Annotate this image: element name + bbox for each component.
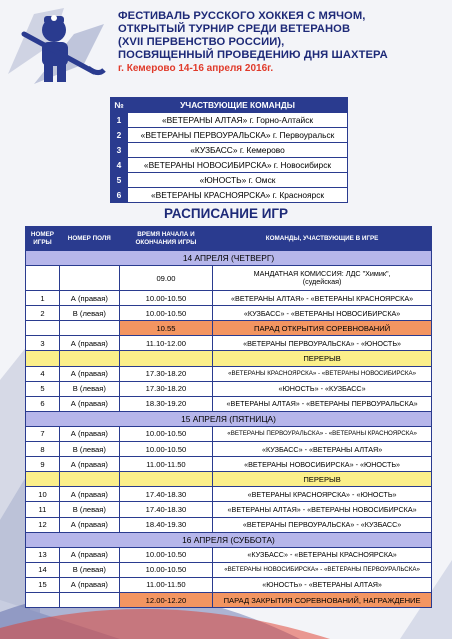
game-teams: «КУЗБАСС» - «ВЕТЕРАНЫ НОВОСИБИРСКА»: [213, 306, 432, 321]
game-number: 10: [26, 487, 60, 502]
game-time: 18.40-19.30: [119, 517, 212, 532]
game-row: [26, 457, 432, 472]
field-number: А (правая): [59, 366, 119, 381]
schedule-header-row: [26, 227, 432, 251]
field-number: А (правая): [59, 396, 119, 411]
field-number: А (правая): [59, 291, 119, 306]
game-teams: «ЮНОСТЬ» - «КУЗБАСС»: [213, 381, 432, 396]
field-number: А (правая): [59, 487, 119, 502]
game-time: 11.00-11.50: [119, 577, 212, 592]
teams-name-header: УЧАСТВУЮЩИЕ КОМАНДЫ: [128, 98, 348, 113]
break-label: ПЕРЕРЫВ: [213, 472, 432, 487]
team-row: [111, 188, 348, 203]
game-teams: «ВЕТЕРАНЫ КРАСНОЯРСКА» - «ВЕТЕРАНЫ НОВОСИБИРСКА»: [213, 366, 432, 381]
game-time: 10.00-10.50: [119, 291, 212, 306]
break-label: ПЕРЕРЫВ: [213, 351, 432, 366]
game-number: 9: [26, 457, 60, 472]
day-row: [26, 532, 432, 547]
teams-header: КОМАНДЫ, УЧАСТВУЮЩИЕ В ИГРЕ: [213, 227, 432, 251]
time-header: ВРЕМЯ НАЧАЛА И ОКОНЧАНИЯ ИГРЫ: [119, 227, 212, 251]
game-number: 3: [26, 336, 60, 351]
day-label: 14 АПРЕЛЯ (ЧЕТВЕРГ): [26, 251, 432, 266]
game-teams: «ВЕТЕРАНЫ КРАСНОЯРСКА» - «ЮНОСТЬ»: [213, 487, 432, 502]
game-number: 11: [26, 502, 60, 517]
game-teams: «ВЕТЕРАНЫ ПЕРВОУРАЛЬСКА» - «ВЕТЕРАНЫ КРАСНОЯРСКА»: [213, 426, 432, 441]
closing-time: 12.00-12.20: [119, 592, 212, 607]
team-name: «ЮНОСТЬ» г. Омск: [128, 173, 348, 188]
game-teams: «КУЗБАСС» - «ВЕТЕРАНЫ АЛТАЯ»: [213, 442, 432, 457]
game-teams: «ВЕТЕРАНЫ ПЕРВОУРАЛЬСКА» - «КУЗБАСС»: [213, 517, 432, 532]
team-row: [111, 173, 348, 188]
team-number: 1: [111, 113, 128, 128]
game-teams: «ВЕТЕРАНЫ НОВОСИБИРСКА» - «ВЕТЕРАНЫ ПЕРВОУРАЛЬСКА»: [213, 562, 432, 577]
game-time: 17.40-18.30: [119, 502, 212, 517]
game-row: [26, 487, 432, 502]
field-number-header: НОМЕР ПОЛЯ: [59, 227, 119, 251]
game-number: 4: [26, 366, 60, 381]
event-location-date: г. Кемерово 14-16 апреля 2016г.: [118, 63, 274, 74]
team-number: 6: [111, 188, 128, 203]
game-number: 2: [26, 306, 60, 321]
commission-line-2: (судейская): [302, 277, 342, 287]
game-teams: «ЮНОСТЬ» - «ВЕТЕРАНЫ АЛТАЯ»: [213, 577, 432, 592]
game-row: [26, 396, 432, 411]
game-time: 11.00-11.50: [119, 457, 212, 472]
game-row: [26, 547, 432, 562]
title-block: [118, 10, 448, 74]
opening-label: ПАРАД ОТКРЫТИЯ СОРЕВНОВАНИЙ: [213, 321, 432, 336]
game-row: [26, 502, 432, 517]
game-row: [26, 426, 432, 441]
game-row: [26, 442, 432, 457]
team-row: [111, 158, 348, 173]
game-number: 7: [26, 426, 60, 441]
game-number: 12: [26, 517, 60, 532]
game-number: 8: [26, 442, 60, 457]
field-number: А (правая): [59, 577, 119, 592]
game-row: [26, 577, 432, 592]
game-row: [26, 381, 432, 396]
team-name: «ВЕТЕРАНЫ АЛТАЯ» г. Горно-Алтайск: [128, 113, 348, 128]
day-label: 15 АПРЕЛЯ (ПЯТНИЦА): [26, 411, 432, 426]
field-number: А (правая): [59, 547, 119, 562]
game-row: [26, 336, 432, 351]
team-number: 4: [111, 158, 128, 173]
game-time: 18.30-19.20: [119, 396, 212, 411]
teams-table: [110, 97, 348, 203]
field-number: В (левая): [59, 442, 119, 457]
game-number: 1: [26, 291, 60, 306]
team-name: «ВЕТЕРАНЫ ПЕРВОУРАЛЬСКА» г. Первоуральск: [128, 128, 348, 143]
game-teams: «КУЗБАСС» - «ВЕТЕРАНЫ КРАСНОЯРСКА»: [213, 547, 432, 562]
game-number-header: НОМЕР ИГРЫ: [26, 227, 60, 251]
game-time: 10.00-10.50: [119, 547, 212, 562]
game-teams: «ВЕТЕРАНЫ АЛТАЯ» - «ВЕТЕРАНЫ КРАСНОЯРСКА»: [213, 291, 432, 306]
commission-cell: [213, 266, 432, 291]
field-number: А (правая): [59, 336, 119, 351]
closing-parade-row: [26, 592, 432, 607]
game-time: 17.30-18.20: [119, 366, 212, 381]
title-line-4: ПОСВЯЩЕННЫЙ ПРОВЕДЕНИЮ ДНЯ ШАХТЕРА: [118, 49, 388, 61]
commission-time: 09.00: [119, 266, 212, 291]
game-number: 13: [26, 547, 60, 562]
game-number: 5: [26, 381, 60, 396]
field-number: В (левая): [59, 502, 119, 517]
schedule-table: [25, 226, 432, 608]
team-number: 2: [111, 128, 128, 143]
opening-parade-row: [26, 321, 432, 336]
team-row: [111, 128, 348, 143]
game-row: [26, 562, 432, 577]
game-row: [26, 366, 432, 381]
field-number: А (правая): [59, 517, 119, 532]
game-teams: «ВЕТЕРАНЫ ПЕРВОУРАЛЬСКА» - «ЮНОСТЬ»: [213, 336, 432, 351]
game-row: [26, 517, 432, 532]
break-row: [26, 472, 432, 487]
game-time: 10.00-10.50: [119, 306, 212, 321]
game-time: 17.40-18.30: [119, 487, 212, 502]
game-number: 15: [26, 577, 60, 592]
game-time: 10.00-10.50: [119, 442, 212, 457]
teams-num-header: №: [111, 98, 128, 113]
game-teams: «ВЕТЕРАНЫ АЛТАЯ» - «ВЕТЕРАНЫ НОВОСИБИРСКА»: [213, 502, 432, 517]
game-number: 14: [26, 562, 60, 577]
team-name: «КУЗБАСС» г. Кемерово: [128, 143, 348, 158]
game-teams: «ВЕТЕРАНЫ АЛТАЯ» - «ВЕТЕРАНЫ ПЕРВОУРАЛЬСКА»: [213, 396, 432, 411]
closing-label: ПАРАД ЗАКРЫТИЯ СОРЕВНОВАНИЙ, НАГРАЖДЕНИЕ: [213, 592, 432, 607]
teams-header-row: [111, 98, 348, 113]
field-number: А (правая): [59, 457, 119, 472]
game-time: 10.00-10.50: [119, 562, 212, 577]
commission-row: [26, 266, 432, 291]
day-row: [26, 411, 432, 426]
team-name: «ВЕТЕРАНЫ КРАСНОЯРСКА» г. Красноярск: [128, 188, 348, 203]
game-teams: «ВЕТЕРАНЫ НОВОСИБИРСКА» - «ЮНОСТЬ»: [213, 457, 432, 472]
game-time: 11.10-12.00: [119, 336, 212, 351]
day-label: 16 АПРЕЛЯ (СУББОТА): [26, 532, 432, 547]
team-row: [111, 113, 348, 128]
schedule-title: РАСПИСАНИЕ ИГР: [163, 206, 289, 221]
opening-time: 10.55: [119, 321, 212, 336]
game-time: 17.30-18.20: [119, 381, 212, 396]
game-row: [26, 306, 432, 321]
field-number: А (правая): [59, 426, 119, 441]
commission-line-1: МАНДАТНАЯ КОМИССИЯ: ЛДС "Химик",: [253, 269, 391, 279]
break-row: [26, 351, 432, 366]
field-number: В (левая): [59, 381, 119, 396]
day-row: [26, 251, 432, 266]
header: [0, 0, 452, 95]
hockey-player-logo-icon: [4, 4, 110, 90]
title-line-2: ОТКРЫТЫЙ ТУРНИР СРЕДИ ВЕТЕРАНОВ: [118, 23, 351, 35]
title-line-1: ФЕСТИВАЛЬ РУССКОГО ХОККЕЯ С МЯЧОМ,: [118, 10, 366, 22]
game-row: [26, 291, 432, 306]
game-time: 10.00-10.50: [119, 426, 212, 441]
team-name: «ВЕТЕРАНЫ НОВОСИБИРСКА» г. Новосибирск: [128, 158, 348, 173]
game-number: 6: [26, 396, 60, 411]
title-line-3: (XVII ПЕРВЕНСТВО РОССИИ),: [118, 36, 285, 48]
field-number: В (левая): [59, 562, 119, 577]
team-number: 5: [111, 173, 128, 188]
field-number: В (левая): [59, 306, 119, 321]
team-number: 3: [111, 143, 128, 158]
team-row: [111, 143, 348, 158]
